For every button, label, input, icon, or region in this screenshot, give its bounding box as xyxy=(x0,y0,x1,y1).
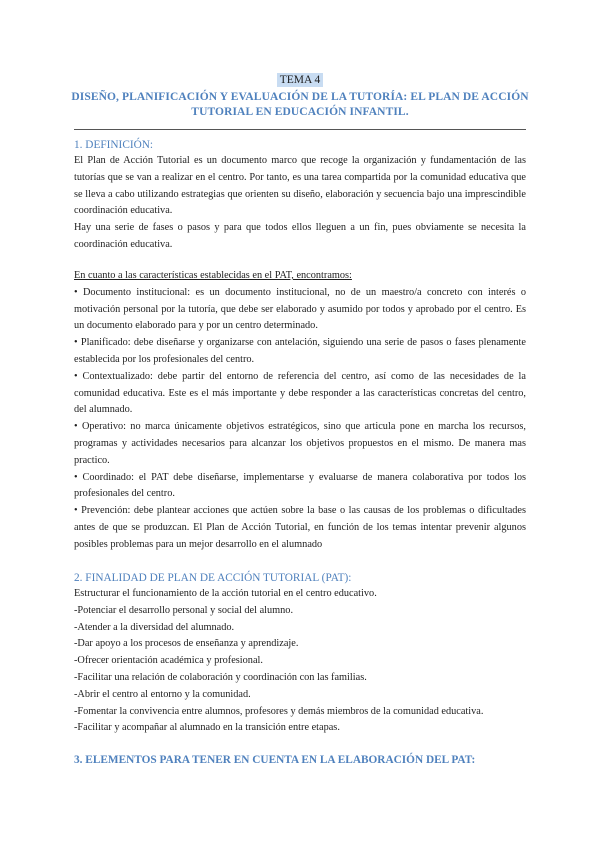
section-2-heading: 2. FINALIDAD DE PLAN DE ACCIÓN TUTORIAL (PAT): xyxy=(74,572,352,584)
list-item: -Facilitar y acompañar al alumnado en la transición entre etapas. xyxy=(74,722,340,734)
bullet-item: • Prevención: debe plantear acciones que actúen sobre la base o las causas de los problemas o dificultades antes de que se produzcan. El Plan de Acción Tutorial, en función de los temas intentar prevenir algunos posibles problemas para un mejor desarrollo en el alumnado xyxy=(74,505,526,550)
list-item: -Abrir el centro al entorno y la comunidad. xyxy=(74,688,251,700)
tema-label xyxy=(0,74,600,86)
title-line-1: DISEÑO, PLANIFICACIÓN Y EVALUACIÓN DE LA TUTORÍA: EL PLAN DE ACCIÓN xyxy=(71,91,529,103)
bullet-item: • Planificado: debe diseñarse y organizarse con antelación, siguiendo una serie de pasos o fases plenamente establecida por los profesionales del centro. xyxy=(74,337,526,365)
paragraph: Hay una serie de fases o pasos y para que todos ellos lleguen a un fin, pues obviamente se necesita la coordinación educativa. xyxy=(74,222,526,250)
document-title xyxy=(40,90,560,120)
characteristics-intro: En cuanto a las características establecidas en el PAT, encontramos: xyxy=(74,270,352,281)
list-item: -Potenciar el desarrollo personal y social del alumno. xyxy=(74,604,294,616)
section-elementos xyxy=(74,752,526,768)
title-divider xyxy=(74,129,526,130)
list-item: -Atender a la diversidad del alumnado. xyxy=(74,621,235,633)
bullet-item: • Operativo: no marca únicamente objetivos estratégicos, sino que articula pone en marcha los recursos, programas y actividades necesarios para alcanzar los objetivos propuestos en el mismo. De manera mas practico. xyxy=(74,421,526,466)
list-item: -Fomentar la convivencia entre alumnos, profesores y demás miembros de la comunidad educativa. xyxy=(74,705,484,717)
list-item: Estructurar el funcionamiento de la acción tutorial en el centro educativo. xyxy=(74,588,377,599)
list-item: -Dar apoyo a los procesos de enseñanza y aprendizaje. xyxy=(74,638,299,650)
bullet-item: • Documento institucional: es un documento institucional, no de un maestro/a concreto con interés o motivación personal por la tutoría, que debe ser elaborado y asumido por todos y aprobado por el centro. Es un documento elaborado para y por un centro determinado. xyxy=(74,286,526,332)
section-caracteristicas xyxy=(74,268,526,554)
section-finalidad xyxy=(74,570,526,737)
bullet-item: • Contextualizado: debe partir del entorno de referencia del centro, así como de las necesidades de la comunidad educativa. Este es el más importante y debe responder a las características concretas del centro, del alumnado. xyxy=(74,370,526,416)
section-definicion xyxy=(74,137,526,254)
title-line-2: TUTORIAL EN EDUCACIÓN INFANTIL. xyxy=(191,106,409,118)
list-item: -Ofrecer orientación académica y profesional. xyxy=(74,655,263,667)
paragraph: El Plan de Acción Tutorial es un documento marco que recoge la organización y fundamentación de las tutorías que se van a realizar en el centro. Por tanto, es una tarea compartida por la comunidad educativa que se lleva a cabo utilizando estrategias que orienten su diseño, elaboración y secuencia bajo una imprescindible coordinación educativa. xyxy=(74,155,526,217)
bullet-item: • Coordinado: el PAT debe diseñarse, implementarse y evaluarse de manera colaborativa por todos los profesionales del centro. xyxy=(74,471,526,500)
list-item: -Facilitar una relación de colaboración y coordinación con las familias. xyxy=(74,671,367,683)
section-1-heading: 1. DEFINICIÓN: xyxy=(74,139,154,151)
tema-highlight: TEMA 4 xyxy=(277,73,324,87)
section-3-heading: 3. ELEMENTOS PARA TENER EN CUENTA EN LA ELABORACIÓN DEL PAT: xyxy=(74,754,476,766)
